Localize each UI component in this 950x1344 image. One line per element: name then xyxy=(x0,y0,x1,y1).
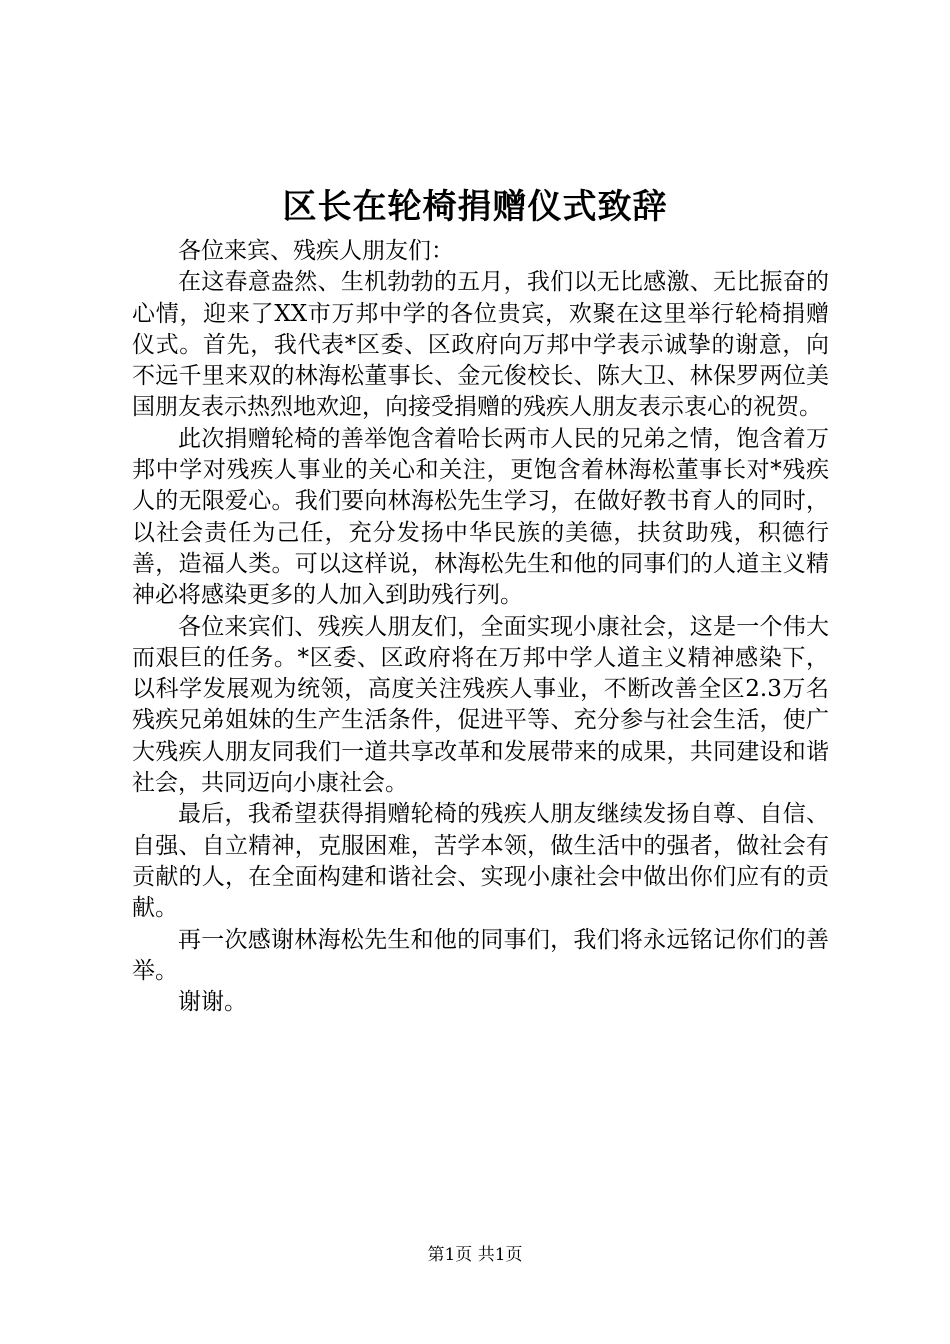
body-paragraph: 再一次感谢林海松先生和他的同事们，我们将永远铭记你们的善举。 xyxy=(132,926,829,984)
document-body xyxy=(132,236,829,1018)
body-paragraph: 最后，我希望获得捐赠轮椅的残疾人朋友继续发扬自尊、自信、自强、自立精神，克服困难，苦学本领，做生活中的强者，做社会有贡献的人，在全面构建和谐社会、实现小康社会中做出你们应有的贡献。 xyxy=(132,801,829,922)
body-paragraph: 此次捐赠轮椅的善举饱含着哈长两市人民的兄弟之情，饱含着万邦中学对残疾人事业的关心和关注，更饱含着林海松董事长对*残疾人的无限爱心。我们要向林海松先生学习，在做好教书育人的同时，以社会责任为己任，充分发扬中华民族的美德，扶贫助残，积德行善，造福人类。可以这样说，林海松先生和他的同事们的人道主义精神必将感染更多的人加入到助残行列。 xyxy=(132,425,829,609)
closing-paragraph: 谢谢。 xyxy=(178,989,247,1016)
page-number-footer: 第1页 共1页 xyxy=(427,1245,523,1265)
body-paragraph: 在这春意盎然、生机勃勃的五月，我们以无比感激、无比振奋的心情，迎来了XX市万邦中学的各位贵宾，欢聚在这里举行轮椅捐赠仪式。首先，我代表*区委、区政府向万邦中学表示诚挚的谢意，向不远千里来双的林海松董事长、金元俊校长、陈大卫、林保罗两位美国朋友表示热烈地欢迎，向接受捐赠的残疾人朋友表示衷心的祝贺。 xyxy=(132,269,829,421)
body-paragraph: 各位来宾们、残疾人朋友们，全面实现小康社会，这是一个伟大而艰巨的任务。*区委、区政府将在万邦中学人道主义精神感染下，以科学发展观为统领，高度关注残疾人事业，不断改善全区2.3万名残疾兄弟姐妹的生产生活条件，促进平等、充分参与社会生活，使广大残疾人朋友同我们一道共享改革和发展带来的成果，共同建设和谐社会，共同迈向小康社会。 xyxy=(132,613,829,797)
salutation-paragraph: 各位来宾、残疾人朋友们： xyxy=(178,238,454,264)
document-title: 区长在轮椅捐赠仪式致辞 xyxy=(282,187,668,227)
